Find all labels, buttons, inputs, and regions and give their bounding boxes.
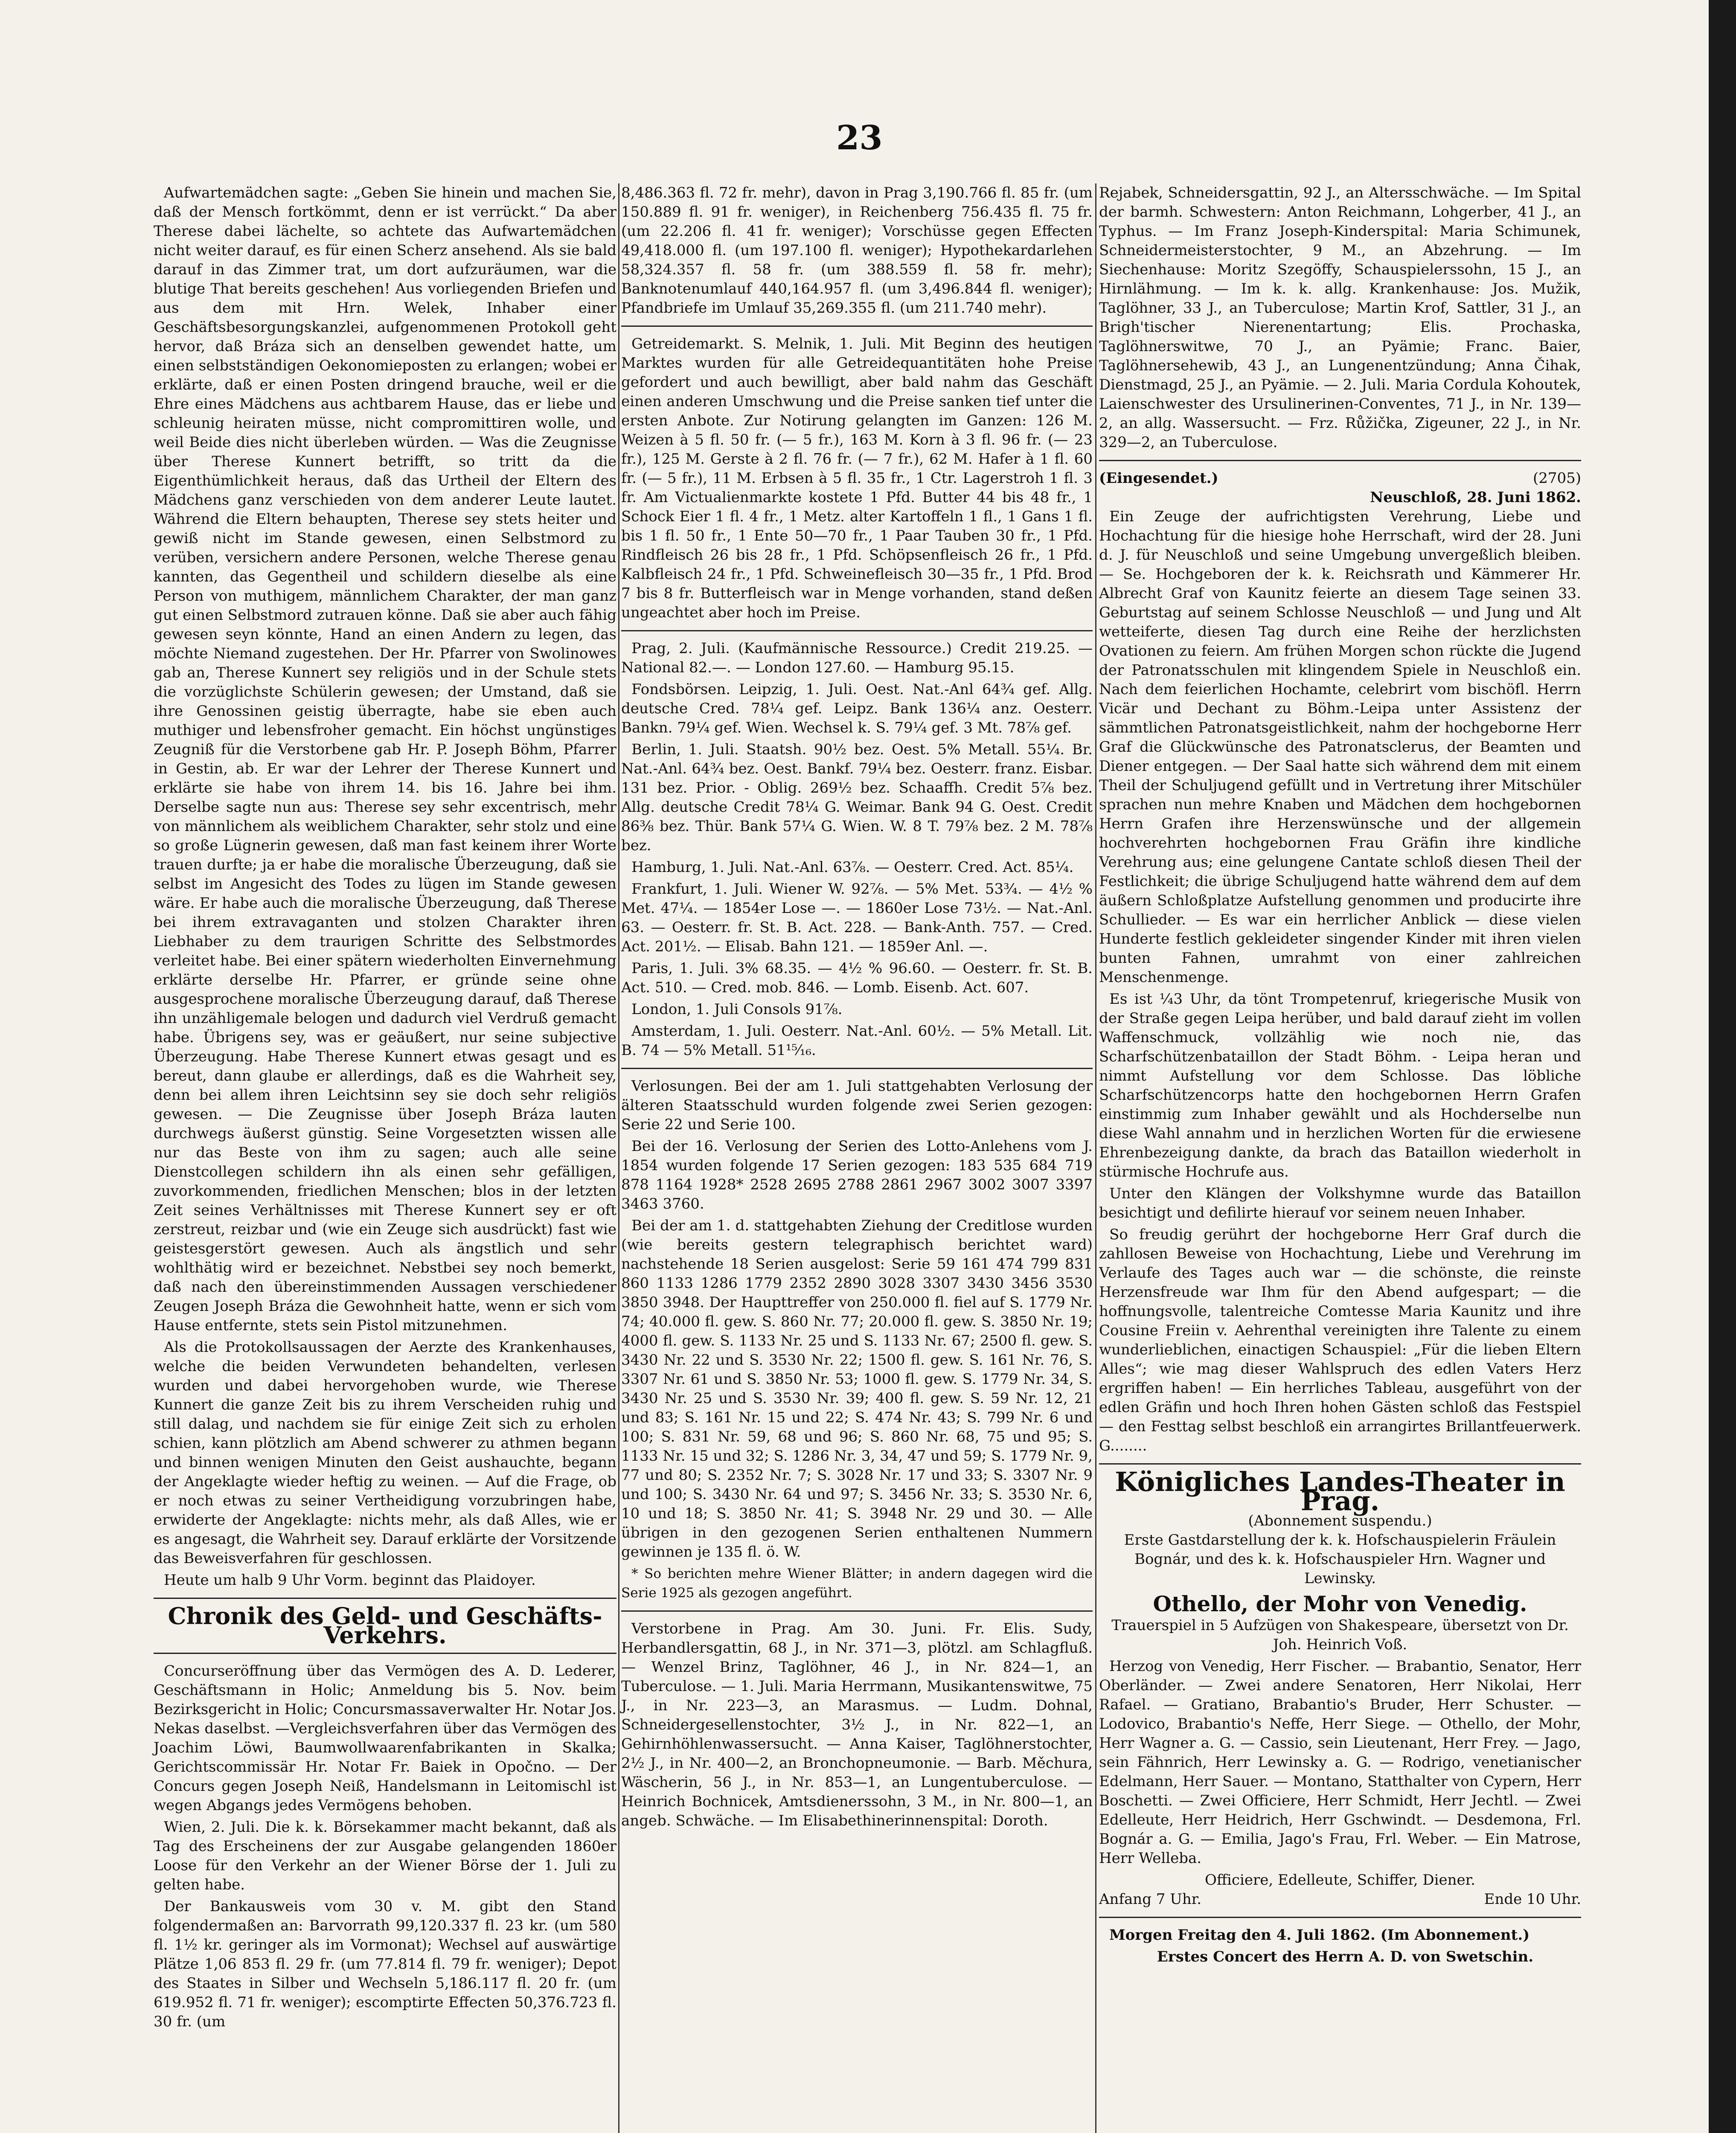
eingesendet-header bbox=[1099, 469, 1581, 488]
play-subtitle: Trauerspiel in 5 Aufzügen von Shakespeare, übersetzt von Dr. Joh. Heinrich Voß. bbox=[1111, 1617, 1569, 1653]
concert-announcement: Erstes Concert des Herrn A. D. von Swetschin. bbox=[1157, 1948, 1534, 1965]
verlosungen-paragraph: Bei der am 1. d. stattgehabten Ziehung der Creditlose wurden (wie bereits gestern telegraphisch berichtet ward) nachstehende 18 Serien ausgelost: Serie 59 161 474 799 831 860 1133 1286 1779 2352 2890 3028 3307 3430 3456 3530 3850 3948. Der Haupttreffer von 250.000 fl. fiel auf S. 1779 Nr. 74; 40.000 fl. gew. S. 860 Nr. 77; 20.000 fl. gew. S. 3850 Nr. 19; 4000 fl. gew. S. 1133 Nr. 25 und S. 1133 Nr. 67; 2500 fl. gew. S. 3430 Nr. 22 und S. 3530 Nr. 22; 1500 fl. gew. S. 161 Nr. 76, S. 3307 Nr. 61 und S. 3850 Nr. 53; 1000 fl. gew. S. 1779 Nr. 34, S. 3430 Nr. 25 und S. 3530 Nr. 39; 400 fl. gew. S. 59 Nr. 12, 21 und 83; S. 161 Nr. 15 und 22; S. 474 Nr. 43; S. 799 Nr. 6 und 100; S. 831 Nr. 59, 68 und 96; S. 860 Nr. 68, 75 und 95; S. 1133 Nr. 15 und 32; S. 1286 Nr. 3, 34, 47 und 59; S. 1779 Nr. 9, 77 und 80; S. 2352 Nr. 7; S. 3028 Nr. 17 und 33; S. 3307 Nr. 9 und 100; S. 3430 Nr. 64 und 97; S. 3456 Nr. 33; S. 3530 Nr. 6, 10 und 18; S. 3850 Nr. 41; S. 3948 Nr. 29 und 30. — Alle übrigen in den gezogenen Serien enthaltenen Nummern gewinnen je 135 fl. ö. W. bbox=[621, 1217, 1093, 1561]
start-time: Anfang 7 Uhr. bbox=[1099, 1891, 1202, 1908]
article-paragraph: Als die Protokollsaussagen der Aerzte des Krankenhauses, welche die beiden Verwundeten behandelten, verlesen wurden und dabei hervorgehoben wurde, wie Therese Kunnert die ganze Zeit bis zu ihrem Verscheiden ruhig und still dalag, und nachdem sie für einige Zeit sich zu erholen schien, kann plötzlich am Abend schwerer zu athmen begann und binnen wenigen Minuten den Geist aushauchte, begann der Angeklagte wieder heftig zu weinen. — Auf die Frage, ob er noch etwas zu seiner Vertheidigung vorzubringen habe, erwiderte der Angeklagte: nichts mehr, als daß Alles, wie er es angesagt, die Wahrheit sey. Darauf erklärte der Vorsitzende das Beweisverfahren für geschlossen. bbox=[154, 1339, 616, 1567]
section-divider bbox=[1099, 460, 1581, 461]
column-1 bbox=[154, 183, 616, 2034]
bank-report-continuation: 8,486.363 fl. 72 fr. mehr), davon in Prag 3,190.766 fl. 85 fr. (um 150.889 fl. 91 fr. weniger), in Reichenberg 756.435 fl. 75 fr. (um 22.206 fl. 41 fr. weniger); Vorschüsse gegen Effecten 49,418.000 fl. (um 197.100 fl. weniger); Hypothekardarlehen 58,324.357 fl. 58 fr. (um 388.559 fl. 58 fr. mehr); Banknotenumlauf 440,164.957 fl. (um 3,496.844 fl. weniger); Pfandbriefe im Umlauf 35,269.355 fl. (um 211.740 mehr). bbox=[621, 184, 1093, 317]
exchange-frankfurt: Frankfurt, 1. Juli. Wiener W. 92⅞. — 5% Met. 53¾. — 4½ % Met. 47¼. — 1854er Lose —. — 1860er Lose 73½. — Nat.-Anl. 63. — Oesterr. fr. St. B. Act. 228. — Bank-Anth. 757. — Cred. Act. 201½. — Elisab. Bahn 121. — 1859er Anl. —. bbox=[621, 881, 1093, 955]
section-divider bbox=[1099, 1463, 1581, 1465]
end-time: Ende 10 Uhr. bbox=[1484, 1891, 1581, 1908]
theater-title: Königliches Landes-Theater in Prag. bbox=[1115, 1466, 1565, 1517]
column-rule-left bbox=[618, 183, 619, 2133]
section-divider bbox=[621, 325, 1093, 327]
verstorbene-continuation: Rejabek, Schneidersgattin, 92 J., an Altersschwäche. — Im Spital der barmh. Schwestern: Anton Reichmann, Lohgerber, 41 J., an Typhus. — Im Franz Joseph-Kinderspital: Maria Schimunek, Schneidermeisterstochter, 9 M., an Abzehrung. — Im Siechenhause: Moritz Szegöffy, Schauspielerssohn, 15 J., an Hirnlähmung. — Im k. k. allg. Krankenhause: Jos. Mužik, Taglöhner, 33 J., an Tuberculose; Martin Krof, Sattler, 31 J., an Brigh'tischer Nierenentartung; Elis. Prochaska, Taglöhnerswitwe, 70 J., an Pyämie; Franc. Baier, Taglöhnersehewib, 43 J., an Lungenentzündung; Anna Čihak, Dienstmagd, 25 J., an Pyämie. — 2. Juli. Maria Cordula Kohoutek, Laienschwester des Ursulinerinen-Conventes, 71 J., in Nr. 139—2, an allg. Wassersucht. — Frz. Růžička, Zigeuner, 22 J., in Nr. 329—2, an Tuberculose. bbox=[1099, 184, 1581, 451]
eingesendet-number: (2705) bbox=[1532, 470, 1581, 487]
article-paragraph: Heute um halb 9 Uhr Vorm. beginnt das Plaidoyer. bbox=[164, 1572, 536, 1589]
section-divider bbox=[1099, 1917, 1581, 1918]
section-divider bbox=[621, 1068, 1093, 1069]
next-performance: Morgen Freitag den 4. Juli 1862. (Im Abonnement.) bbox=[1109, 1927, 1530, 1944]
exchange-berlin: Berlin, 1. Juli. Staatsh. 90½ bez. Oest. 5% Metall. 55¼. Br. Nat.-Anl. 64¾ bez. Oest. Bankf. 79¼ bez. Oesterr. franz. Eisbar. 131 bez. Prior. - Oblig. 269½ bez. Schaaffh. Credit 5⅞ bez. Allg. deutsche Credit 78¼ G. Weimar. Bank 94 G. Oest. Credit 86⅜ bez. Thür. Bank 57¼ G. Wien. W. 8 T. 79⅞ bez. 2 M. 78⅞ bez. bbox=[621, 741, 1093, 854]
getreidemarkt-report: Getreidemarkt. S. Melnik, 1. Juli. Mit Beginn des heutigen Marktes wurden für alle Getreidequantitäten hohe Preise gefordert und auch bewilligt, aber bald nahm das Geschäft einen anderen Umschwung und die Preise sanken tief unter die ersten Anbote. Zur Notirung gelangten im Ganzen: 126 M. Weizen à 5 fl. 50 fr. (— 5 fr.), 163 M. Korn à 3 fl. 96 fr. (— 23 fr.), 125 M. Gerste à 2 fl. 76 fr. (— 7 fr.), 62 M. Hafer à 1 fl. 60 fr. (— 5 fr.), 11 M. Erbsen à 5 fl. 35 fr., 1 Ctr. Lagerstroh 1 fl. 3 fr. Am Victualienmarkte kostete 1 Pfd. Butter 44 bis 48 fr., 1 Schock Eier 1 fl. 4 fr., 1 Metz. alter Kartoffeln 1 fl., 1 Gans 1 fl. bis 1 fl. 50 fr., 1 Ente 50—70 fr., 1 Paar Tauben 30 fr., 1 Pfd. Rindfleisch 26 bis 28 fr., 1 Pfd. Schöpsenfleisch 26 fr., 1 Pfd. Kalbfleisch 24 fr., 1 Pfd. Schweinefleisch 30—35 fr., 1 Pfd. Brod 7 bis 8 fr. Butterfleisch war in Menge vorhanden, stand deßen ungeachtet aber hoch im Preise. bbox=[621, 335, 1093, 621]
chronik-paragraph: Der Bankausweis vom 30 v. M. gibt den Stand folgendermaßen an: Barvorrath 99,120.337 fl. 23 kr. (um 580 fl. 1½ kr. geringer als im Vormonat); Wechsel auf auswärtige Plätze 1,06 853 fl. 29 fr. (um 77.814 fl. 79 fr. weniger); Depot des Staates in Silber und Wechseln 5,186.117 fl. 20 fr. (um 619.952 fl. 71 fr. weniger); escomptirte Effecten 50,376.723 fl. 30 fr. (um bbox=[154, 1898, 616, 2030]
section-divider bbox=[621, 630, 1093, 631]
column-rule-right bbox=[1095, 183, 1096, 2133]
section-divider bbox=[621, 1610, 1093, 1612]
exchange-paris: Paris, 1. Juli. 3% 68.35. — 4½ % 96.60. — Oesterr. fr. St. B. Act. 510. — Cred. mob. 846. — Lomb. Eisenb. Act. 607. bbox=[621, 960, 1093, 996]
section-divider bbox=[154, 1598, 616, 1599]
exchange-london: London, 1. Juli Consols 91⅞. bbox=[631, 1001, 843, 1018]
neuschloss-paragraph: Unter den Klängen der Volkshymne wurde das Bataillon besichtigt und defilirte hierauf vor seinem neuen Inhaber. bbox=[1099, 1185, 1581, 1221]
neuschloss-paragraph: Ein Zeuge der aufrichtigsten Verehrung, Liebe und Hochachtung für die hiesige hohe Herrschaft, wird der 28. Juni d. J. für Neuschloß und seine Umgebung unvergeßlich bleiben. — Se. Hochgeboren der k. k. Reichsrath und Kämmerer Hr. Albrecht Graf von Kaunitz feierte an diesem Tage seinen 33. Geburtstag auf seinem Schlosse Neuschloß — und Jung und Alt wetteiferte, diesen Tag durch eine Reihe der herzlichsten Ovationen zu feiern. Am frühen Morgen schon rückte die Jugend der Patronatsschulen mit klingendem Spiele in Neuschloß ein. Nach dem feierlichen Hochamte, celebrirt vom bischöfl. Herrn Vicär und Dechant zu Böhm.-Leipa unter Assistenz der sämmtlichen Patronatsgeistlichkeit, nahm der hochgeborne Herr Graf die Glückwünsche des Patronatsclerus, der Beamten und Diener entgegen. — Der Saal hatte sich während dem mit einem Theil der Schuljugend gefüllt und in Vertretung ihrer Mitschüler sprachen nun mehre Knaben und Mädchen dem hochgebornen Herrn Grafen ihre Herzenswünsche und der allgemein hochverehrten hochgebornen Frau Gräfin ihre kindliche Verehrung aus; eine gelungene Cantate schloß diesen Theil der Festlichkeit; die übrige Schuljugend hatte während dem auf dem äußern Schloßplatze Aufstellung genommen und producirte ihre Schullieder. — Es war ein herrlicher Anblick — diese vielen Hunderte festlich gekleideter singender Kinder mit ihren vielen bunten Fahnen, umrahmt von einer zahlreichen Menschenmenge. bbox=[1099, 508, 1581, 986]
cast-list: Herzog von Venedig, Herr Fischer. — Brabantio, Senator, Herr Oberländer. — Zwei andere Senatoren, Herr Nikolai, Herr Rafael. — Gratiano, Brabantio's Bruder, Herr Schuster. — Lodovico, Brabantio's Neffe, Herr Siege. — Othello, der Mohr, Herr Wagner a. G. — Cassio, sein Lieutenant, Herr Frey. — Jago, sein Fähnrich, Herr Lewinsky a. G. — Rodrigo, venetianischer Edelmann, Herr Sauer. — Montano, Statthalter von Cypern, Herr Boschetti. — Zwei Officiere, Herr Schmidt, Herr Jechtl. — Zwei Edelleute, Herr Heidrich, Herr Gschwindt. — Desdemona, Frl. Bognár a. G. — Emilia, Jago's Frau, Frl. Weber. — Ein Matrose, Herr Welleba. bbox=[1099, 1658, 1581, 1867]
column-2 bbox=[621, 183, 1093, 1833]
cast-extras: Officiere, Edelleute, Schiffer, Diener. bbox=[1205, 1871, 1475, 1889]
neuschloss-paragraph: So freudig gerührt der hochgeborne Herr Graf durch die zahllosen Beweise von Hochachtung, Liebe und Verehrung im Verlaufe des Tages auch war — die schönste, die reinste Herzensfreude war Ihm für den Abend aufgespart; — die hoffnungsvolle, talentreiche Comtesse Maria Kaunitz und ihre Cousine Freiin v. Aehrenthal vereinigten ihre Talente zu einem wunderlieblichen, einactigen Schauspiel: „Für die lieben Eltern Alles“; wie mag dieser Wahlspruch des edlen Vaters Herz ergriffen haben! — Ein herrliches Tableau, ausgeführt von der edlen Gräfin und hoch Ihren hohen Gästen schloß das Festspiel — den Festtag selbst beschloß ein arrangirtes Brillantfeuerwerk. G........ bbox=[1099, 1226, 1581, 1454]
gastdarstellung: Erste Gastdarstellung der k. k. Hofschauspielerin Fräulein Bognár, und des k. k. Hofschauspieler Hrn. Wagner und Lewinsky. bbox=[1124, 1531, 1556, 1587]
fondsboersen-leipzig: Fondsbörsen. Leipzig, 1. Juli. Oest. Nat.-Anl 64¾ gef. Allg. deutsche Cred. 78¼ gef. Leipz. Bank 136¼ anz. Oesterr. Bankn. 79¼ gef. Wien. Wechsel k. S. 79¼ gef. 3 Mt. 78⅞ gef. bbox=[621, 681, 1093, 736]
exchange-hamburg: Hamburg, 1. Juli. Nat.-Anl. 63⅞. — Oesterr. Cred. Act. 85¼. bbox=[631, 859, 1074, 876]
footnote: * So berichten mehre Wiener Blätter; in andern dagegen wird die Serie 1925 als gezogen angeführt. bbox=[621, 1566, 1093, 1601]
neuschloss-paragraph: Es ist ¼3 Uhr, da tönt Trompetenruf, kriegerische Musik von der Straße gegen Leipa herüber, und bald darauf zieht im vollen Waffenschmuck, vollzählig wie noch nie, das Scharfschützenbataillon der Stadt Böhm. - Leipa heran und nimmt Aufstellung vor dem Schlosse. Das löbliche Scharfschützencorps hatte den hochgebornen Herrn Grafen einstimmig zum Inhaber gewählt und als Hochderselbe nun diese Wahl annahm und in herzlichen Worten für die erwiesene Ehrenbezeigung dankte, da brach das Bataillon wiederholt in stürmische Hochrufe aus. bbox=[1099, 991, 1581, 1180]
prag-exchange: Prag, 2. Juli. (Kaufmännische Ressource.) Credit 219.25. — National 82.—. — London 127.60. — Hamburg 95.15. bbox=[621, 640, 1093, 676]
eingesendet-label: (Eingesendet.) bbox=[1099, 470, 1218, 487]
abonnement-note: (Abonnement suspendu.) bbox=[1248, 1512, 1432, 1529]
verlosungen-paragraph: Bei der 16. Verlosung der Serien des Lotto-Anlehens vom J. 1854 wurden folgende 17 Serien gezogen: 183 535 684 719 878 1164 1928* 2528 2695 2788 2861 2967 3002 3007 3397 3463 3760. bbox=[621, 1138, 1093, 1212]
column-3 bbox=[1099, 183, 1581, 1969]
verlosungen-paragraph: Verlosungen. Bei der am 1. Juli stattgehabten Verlosung der älteren Staatsschuld wurden folgende zwei Serien gezogen: Serie 22 und Serie 100. bbox=[621, 1078, 1093, 1133]
play-title: Othello, der Mohr von Venedig. bbox=[1153, 1591, 1527, 1616]
neuschloss-dateline: Neuschloß, 28. Juni 1862. bbox=[1370, 489, 1581, 506]
page-number: 23 bbox=[836, 119, 883, 157]
chronik-paragraph: Wien, 2. Juli. Die k. k. Börsekammer macht bekannt, daß als Tag des Erscheinens der zur Ausgabe gelangenden 1860er Loose für den Verkehr an der Wiener Börse der 1. Juli zu gelten habe. bbox=[154, 1819, 616, 1893]
chronik-paragraph: Concurseröffnung über das Vermögen des A. D. Lederer, Geschäftsmann in Holic; Anmeldung bis 5. Nov. beim Bezirksgericht in Holic; Concursmassaverwalter Hr. Notar Jos. Nekas daselbst. —Vergleichsverfahren über das Vermögen des Joachim Löwi, Baumwollwaarenfabrikanten in Skalka; Gerichtscommissär Hr. Notar Fr. Baiek in Opočno. — Der Concurs gegen Joseph Neiß, Handelsmann in Leitomischl ist wegen Abgangs jedes Vermögens behoben. bbox=[154, 1662, 616, 1814]
verstorbene-report: Verstorbene in Prag. Am 30. Juni. Fr. Elis. Sudy, Herbandlersgattin, 68 J., in Nr. 371—3, plötzl. am Schlagfluß. — Wenzel Brinz, Taglöhner, 46 J., in Nr. 824—1, an Tuberculose. — 1. Juli. Maria Herrmann, Musikantenswitwe, 75 J., in Nr. 223—3, an Marasmus. — Ludm. Dohnal, Schneidergesellenstochter, 3½ J., in Nr. 822—1, an Gehirnhöhlenwassersucht. — Anna Kaiser, Taglöhnerstochter, 2½ J., in Nr. 400—2, an Bronchopneumonie. — Barb. Měchura, Wäscherin, 56 J., in Nr. 853—1, an Lungentuberculose. — Heinrich Bochnicek, Amtsdienerssohn, 3 M., in Nr. 800—1, an angeb. Schwäche. — Im Elisabethinerinnenspital: Doroth. bbox=[621, 1620, 1093, 1829]
performance-times bbox=[1099, 1890, 1581, 1909]
chronik-title: Chronik des Geld- und Geschäfts-Verkehrs. bbox=[168, 1602, 602, 1649]
article-paragraph: Aufwartemädchen sagte: „Geben Sie hinein und machen Sie, daß der Mensch fortkömmt, denn er ist verrückt.“ Da aber Therese dabei lächelte, so achtete das Aufwartemädchen nicht weiter darauf, es für einen Scherz ansehend. Als sie bald darauf in das Zimmer trat, um dort aufzuräumen, war die blutige That bereits geschehen! Aus vorliegenden Briefen und aus dem mit Hrn. Welek, Inhaber einer Geschäftsbesorgungskanzlei, aufgenommenen Protokoll geht hervor, daß Bráza sich an denselben gewendet hatte, um einen selbstständigen Oekonomieposten zu erlangen; wobei er erklärte, daß er einen Posten dringend brauche, weil er die Ehre eines Mädchens aus achtbarem Hause, das er liebe und schleunig heiraten müsse, nicht compromittiren wolle, und weil Beide dies nicht überleben würden. — Was die Zeugnisse über Therese Kunnert betrifft, so tritt da die Eigenthümlichkeit heraus, daß das Urtheil der Eltern des Mädchens ganz verschieden von dem anderer Leute lautet. Während die Eltern behaupten, Therese sey stets heiter und gewiß nicht im Stande gewesen, einen Selbstmord zu verüben, versichern andere Personen, welche Therese genau kannten, das Gegentheil und schildern dieselbe als eine Person von muthigem, männlichem Charakter, der man ganz gut einen Selbstmord zutrauen könne. Daß sie aber auch fähig gewesen seyn könnte, Hand an einen Andern zu legen, das möchte Niemand zugestehen. Der Hr. Pfarrer von Swolinowes gab an, Therese Kunnert sey religiös und in der Schule stets die vorzüglichste Schülerin gewesen; der Umstand, daß sie ihre Genossinen geistig überragte, habe sie eben auch muthiger und lebensfroher gemacht. Ein höchst ungünstiges Zeugniß für die Verstorbene gab Hr. P. Joseph Böhm, Pfarrer in Gestin, ab. Er war der Lehrer der Therese Kunnert und erklärte sie habe von ihrem 14. bis 16. Jahre bei ihm. Derselbe sagte nun aus: Therese sey sehr excentrisch, mehr von männlichem als weiblichem Charakter, sehr stolz und eine so große Lügnerin gewesen, daß man fast keinem ihrer Worte trauen durfte; ja er habe die moralische Überzeugung, daß sie selbst im Angesicht des Todes zu lügen im Stande gewesen wäre. Er habe auch die moralische Überzeugung, daß Therese bei ihrem extravaganten und stolzen Charakter ihren Liebhaber zu dem traurigen Schritte des Selbstmordes verleitet habe. Bei einer spätern wiederholten Einvernehmung erklärte derselbe Hr. Pfarrer, er gründe seine ohne ausgesprochene moralische Überzeugung darauf, daß Therese ihn unzähligemale belogen und dadurch viel Verdruß gemacht habe. Übrigens sey, was er geäußert, nur seine subjective Überzeugung. Habe Therese Kunnert etwas gesagt und es bereut, dann glaube er allerdings, daß es die Wahrheit sey, denn bei allem ihren Leichtsinn sey sie doch sehr religiös gewesen. — Die Zeugnisse über Joseph Bráza lauten durchwegs äußerst günstig. Seine Vorgesetzten wissen alle nur das Beste von ihm zu sagen; auch alle seine Dienstcollegen schildern ihn als einen sehr gefälligen, zuvorkommenden, friedlichen Menschen; blos in der letzten Zeit seines Verhältnisses mit Therese Kunnert sey er oft zerstreut, reizbar und (wie ein Zeuge sich ausdrückt) fast wie geistesgerstört gewesen. Auch als ängstlich und sehr wohlthätig wird er bezeichnet. Nebstbei sey noch bemerkt, daß nach den übereinstimmenden Aussagen verschiedener Zeugen Joseph Bráza die Gewohnheit hatte, wenn er sich vom Hause entfernte, stets sein Pistol mitzunehmen. bbox=[154, 184, 616, 1334]
section-divider bbox=[154, 1653, 616, 1654]
exchange-amsterdam: Amsterdam, 1. Juli. Oesterr. Nat.-Anl. 60½. — 5% Metall. Lit. B. 74 — 5% Metall. 51¹⁵⁄₁₆. bbox=[621, 1023, 1093, 1059]
